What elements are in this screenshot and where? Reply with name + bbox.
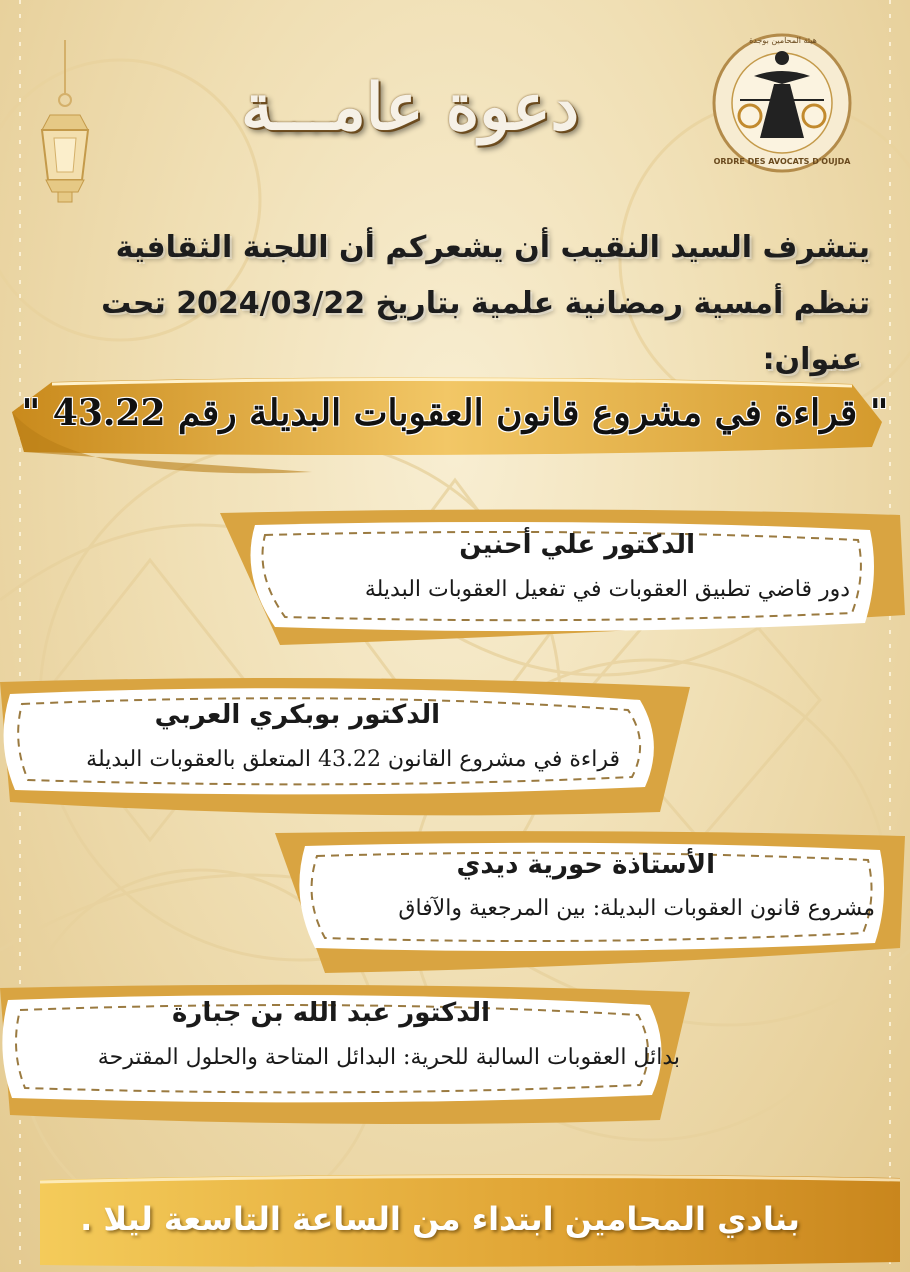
speaker-name-4: الدكتور عبد الله بن جبارة [172, 998, 490, 1028]
intro-line-2: تنظم أمسية رمضانية علمية بتاريخ 2024/03/22 تحت [101, 286, 870, 321]
lecture-title: " قراءة في مشروع قانون العقوبات البديلة رقم 43.22 " [21, 392, 889, 434]
logo-arabic-text: هيئة المحامين بوجدة [749, 36, 817, 45]
speaker-card-2 [0, 672, 700, 822]
speaker-topic-3: مشروع قانون العقوبات البديلة: بين المرجعية والآفاق [398, 896, 875, 921]
intro-line-3: عنوان: [762, 342, 862, 377]
lantern-icon [30, 40, 100, 210]
logo-french-text: ORDRE DES AVOCATS D'OUJDA [713, 157, 851, 166]
speaker-card-3 [265, 828, 910, 978]
speaker-topic-1: دور قاضي تطبيق العقوبات في تفعيل العقوبات البديلة [364, 577, 850, 602]
speaker-topic-4: بدائل العقوبات السالبة للحرية: البدائل المتاحة والحلول المقترحة [97, 1045, 680, 1070]
speaker-name-1: الدكتور علي أحنين [459, 530, 695, 560]
bar-association-logo [712, 28, 852, 178]
speaker-name-3: الأستاذة حورية ديدي [456, 850, 715, 880]
intro-paragraph [20, 220, 870, 388]
page-title: دعوة عامـــة [240, 70, 580, 145]
speaker-topic-2: قراءة في مشروع القانون 43.22 المتعلق بالعقوبات البديلة [86, 747, 620, 772]
intro-line-1: يتشرف السيد النقيب أن يشعركم أن اللجنة الثقافية [115, 230, 870, 265]
speaker-card-4 [0, 980, 700, 1130]
venue-time-text: بنادي المحامين ابتداء من الساعة التاسعة ليلا . [80, 1200, 800, 1238]
speaker-card-1 [200, 505, 910, 655]
speaker-name-2: الدكتور بوبكري العربي [154, 700, 440, 730]
